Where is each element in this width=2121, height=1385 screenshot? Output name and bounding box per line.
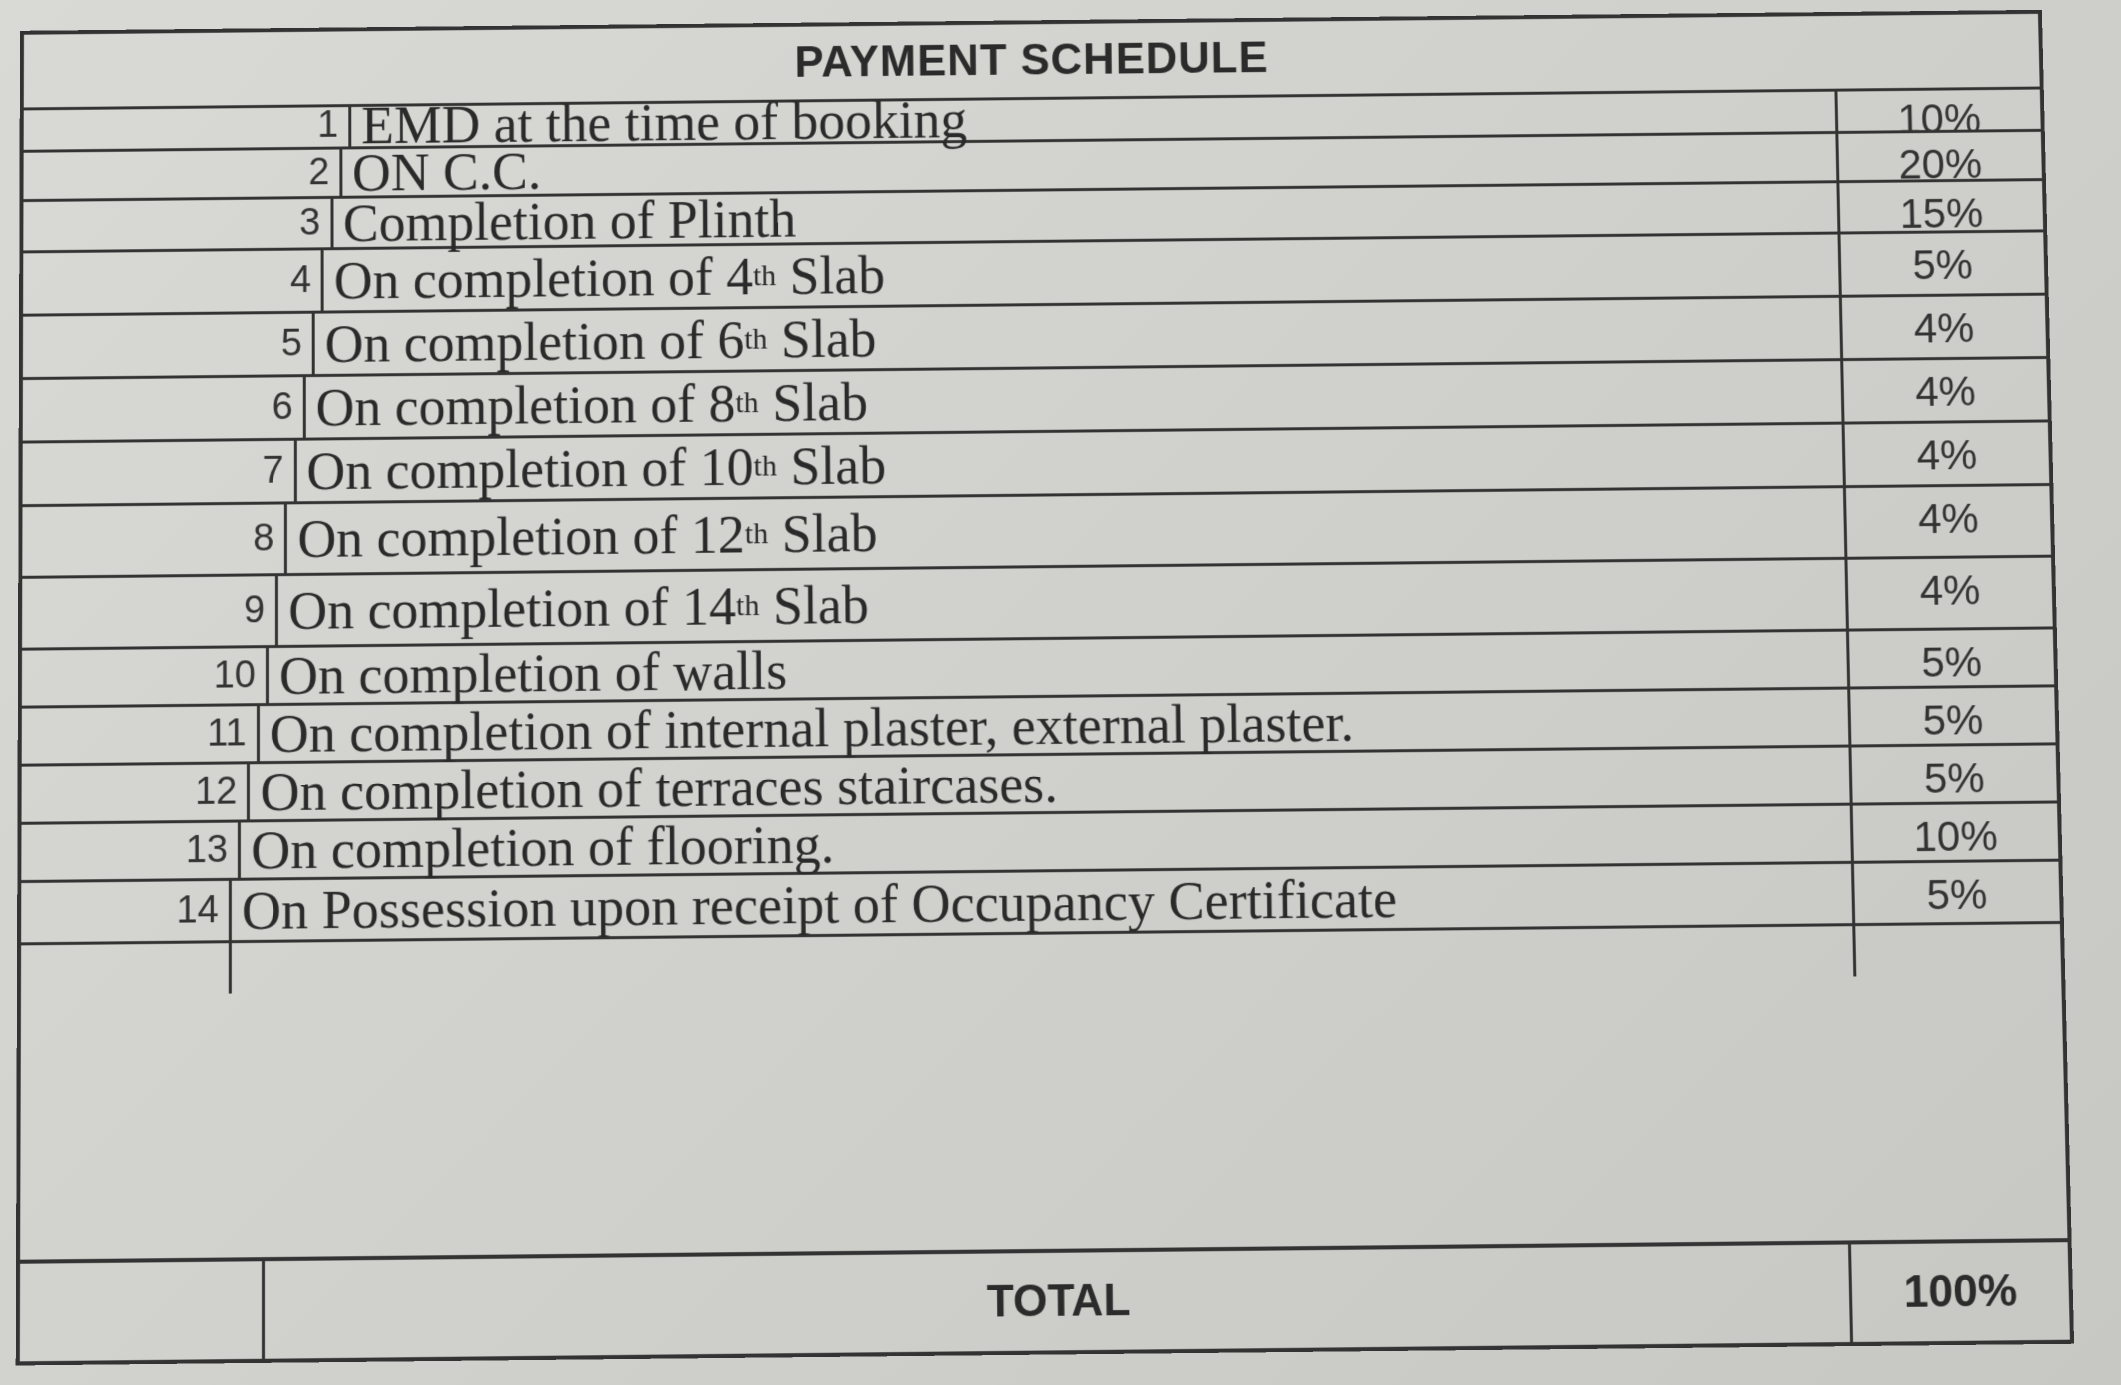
row-description-text: On completion of 10 xyxy=(306,436,754,501)
row-percentage: 5% xyxy=(1846,629,2054,686)
row-percentage: 4% xyxy=(1842,422,2050,485)
row-description xyxy=(315,308,877,374)
row-description xyxy=(342,140,542,203)
row-description xyxy=(250,753,1059,822)
row-description xyxy=(287,498,877,573)
table-title: PAYMENT SCHEDULE xyxy=(24,14,2040,111)
row-number: 14 xyxy=(21,881,232,943)
row-description-text: On completion of internal plaster, external plaster. xyxy=(269,692,1355,764)
row-percentage: 5% xyxy=(1851,862,2060,923)
row-description-suffix: Slab xyxy=(776,435,887,496)
row-percentage: 15% xyxy=(1836,181,2043,231)
row-description-text: On completion of 6 xyxy=(324,309,745,374)
row-number: 13 xyxy=(21,823,241,881)
row-description-text: On completion of 8 xyxy=(315,373,736,438)
row-description-text: ON C.C. xyxy=(352,140,542,203)
row-percentage: 4% xyxy=(1840,359,2048,422)
row-percentage: 5% xyxy=(1848,745,2056,802)
row-percentage: 10% xyxy=(1834,87,2040,131)
total-value: 100% xyxy=(1848,1242,2070,1342)
row-number: 6 xyxy=(23,377,306,440)
row-description-text: On completion of 4 xyxy=(333,246,754,310)
row-percentage: 4% xyxy=(1844,558,2052,629)
row-number: 1 xyxy=(24,104,352,150)
row-number: 2 xyxy=(23,149,342,199)
row-number: 7 xyxy=(23,441,297,504)
row-number: 9 xyxy=(22,576,278,648)
row-description-text: On completion of terraces staircases. xyxy=(260,753,1059,822)
row-ordinal-suffix: th xyxy=(752,258,777,292)
row-number: 4 xyxy=(23,250,324,313)
row-description xyxy=(278,570,869,645)
row-description xyxy=(232,869,1398,941)
row-description xyxy=(241,813,835,881)
blank-pct-cell xyxy=(1852,924,2061,977)
row-percentage: 5% xyxy=(1847,687,2055,744)
schedule-rows xyxy=(21,87,2060,946)
total-row xyxy=(20,1238,2070,1361)
row-description xyxy=(351,89,968,155)
row-description-text: On completion of walls xyxy=(278,640,788,706)
row-ordinal-suffix: th xyxy=(735,588,760,622)
row-number: 5 xyxy=(23,314,315,377)
row-description-text: Completion of Plinth xyxy=(342,188,797,253)
row-number: 8 xyxy=(22,504,287,575)
row-description xyxy=(324,244,886,310)
row-description-suffix: Slab xyxy=(767,502,878,564)
row-number: 10 xyxy=(22,648,269,706)
row-ordinal-suffix: th xyxy=(735,385,759,419)
row-percentage: 4% xyxy=(1839,296,2046,359)
row-description-suffix: Slab xyxy=(767,308,877,369)
row-description xyxy=(306,371,868,437)
row-number: 12 xyxy=(21,764,250,822)
row-percentage: 10% xyxy=(1850,803,2059,860)
row-ordinal-suffix: th xyxy=(744,516,769,550)
row-description-text: EMD at the time of booking xyxy=(361,89,968,155)
row-description xyxy=(296,435,886,502)
row-description-text: On completion of 12 xyxy=(297,504,746,569)
row-percentage: 5% xyxy=(1838,232,2045,294)
row-description xyxy=(269,640,788,706)
row-ordinal-suffix: th xyxy=(744,322,768,356)
row-description-text: On completion of flooring. xyxy=(251,813,835,881)
payment-schedule-table xyxy=(16,10,2074,1366)
row-description-suffix: Slab xyxy=(758,371,869,433)
row-ordinal-suffix: th xyxy=(753,449,777,483)
row-number: 11 xyxy=(22,706,260,764)
row-description-text: On completion of 14 xyxy=(288,575,737,641)
row-percentage: 20% xyxy=(1835,132,2042,180)
row-description-suffix: Slab xyxy=(759,574,870,636)
row-description xyxy=(260,692,1355,764)
row-description-suffix: Slab xyxy=(776,244,886,306)
row-percentage: 4% xyxy=(1843,486,2051,557)
total-label: TOTAL xyxy=(262,1244,1853,1358)
row-number: 3 xyxy=(23,199,333,251)
blank-number-cell xyxy=(21,943,232,996)
row-description xyxy=(333,188,797,253)
row-description-text: On Possession upon receipt of Occupancy Certificate xyxy=(241,868,1398,941)
